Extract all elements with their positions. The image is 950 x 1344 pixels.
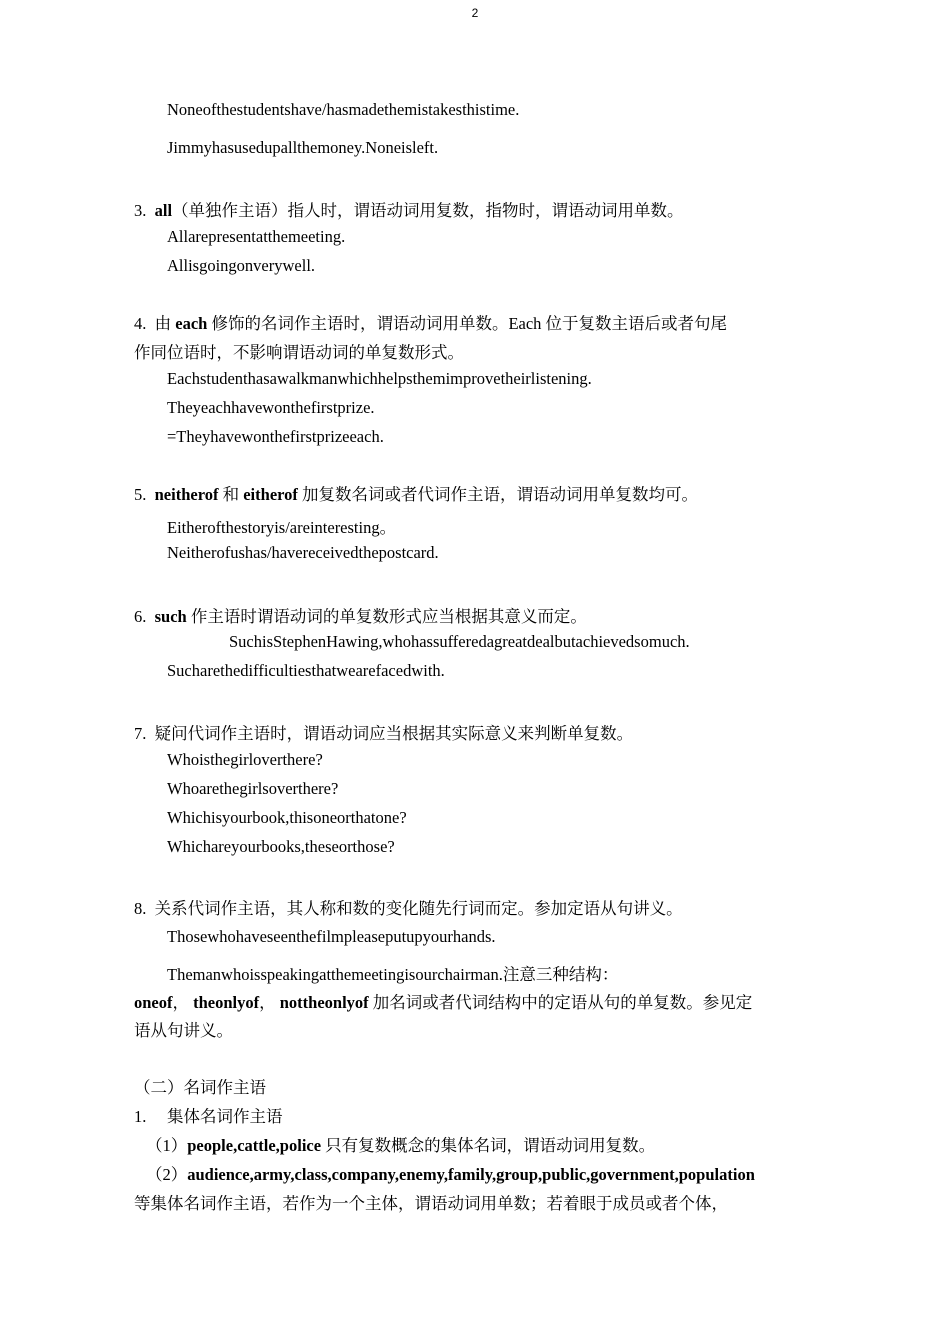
point-label: （2） [146,1165,188,1184]
rule-number: 8. [134,899,147,918]
rule-text: 疑问代词作主语时，谓语动词应当根据其实际意义来判断单复数。 [154,724,634,743]
keyword: people,cattle,police [187,1136,322,1155]
keyword: oneof [134,993,173,1012]
example-sentence: Whoarethegirlsoverthere? [167,779,339,798]
example-sentence: Eachstudenthasawalkmanwhichhelpsthemimprovetheirlistening. [167,369,592,388]
rule-text: 加复数名词或者代词作主语，谓语动词用单复数均可。 [302,485,699,504]
rule-number: 6. [134,607,147,626]
rule-text: （单独作主语）指人时，谓语动词用复数，指物时，谓语动词用单数。 [172,201,684,220]
rule-number: 3. [134,201,147,220]
example-sentence: Whichareyourbooks,theseorthose? [167,837,395,856]
subsection-label: 集体名词作主语 [167,1107,283,1126]
separator: ， [259,993,276,1012]
rule-text: 作同位语时，不影响谓语动词的单复数形式。 [134,343,464,362]
rule-number: 7. [134,724,147,743]
example-sentence: Sucharethedifficultiesthatwearefacedwith. [167,661,445,680]
rule-text: 和 [222,485,240,504]
keyword: neitherof [154,485,219,504]
rule-text: 作主语时谓语动词的单复数形式应当根据其意义而定。 [190,607,587,626]
example-sentence: Jimmyhasusedupallthemoney.Noneisleft. [167,138,439,157]
keyword: each [175,314,208,333]
example-sentence: Theyeachhavewonthefirstprize. [167,398,375,417]
section-title: （二）名词作主语 [134,1078,266,1097]
rule-5 [134,481,698,505]
rule-3 [134,197,684,221]
rule-text: 加名词或者代词结构中的定语从句的单复数。参见定 [372,993,753,1012]
example-sentence: =Theyhavewonthefirstprizeeach. [167,427,384,446]
subsection-title [134,1103,283,1127]
example-sentence: SuchisStephenHawing,whohassufferedagreatdealbutachievedsomuch. [229,632,690,651]
example-sentence: Thosewhohaveseenthefilmpleaseputupyourhands. [167,927,496,946]
example-sentence: Allarepresentatthemeeting. [167,227,346,246]
example-sentence: Neitherofushas/havereceivedthepostcard. [167,543,439,562]
example-sentence: Noneofthestudentshave/hasmadethemistakesthistime. [167,100,520,119]
rule-number: 5. [134,485,147,504]
rule-6 [134,603,587,627]
rule-7 [134,720,633,744]
keyword: all [154,201,173,220]
point-label: （1） [146,1136,188,1155]
rule-text: 等集体名词作主语，若作为一个主体，谓语动词用单数；若着眼于成员或者个体， [134,1194,728,1213]
example-sentence: Whoisthegirloverthere? [167,750,323,769]
keyword: nottheonlyof [279,993,369,1012]
keyword: theonlyof [193,993,260,1012]
rule-text: 语从句讲义。 [134,1021,233,1040]
rule-4 [134,310,727,334]
example-sentence: Allisgoingonverywell. [167,256,316,275]
keyword: eitherof [243,485,298,504]
rule-text-line [134,989,752,1013]
page-number: 2 [471,6,479,20]
rule-8 [134,895,683,919]
rule-text: 由 [154,314,172,333]
subsection-number: 1. [134,1107,147,1126]
example-sentence: Whichisyourbook,thisoneorthatone? [167,808,407,827]
keyword: such [154,607,187,626]
rule-text: 修饰的名词作主语时，谓语动词用单数。Each 位于复数主语后或者句尾 [211,314,728,333]
rule-text: 关系代词作主语，其人称和数的变化随先行词而定。参加定语从句讲义。 [154,899,683,918]
point-2 [146,1161,755,1185]
separator: ， [172,993,189,1012]
keyword: audience,army,class,company,enemy,family,group,public,government,population [187,1165,755,1184]
example-sentence: Themanwhoisspeakingatthemeetingisourchairman.注意三种结构： [167,965,619,984]
rule-text: 只有复数概念的集体名词，谓语动词用复数。 [325,1136,656,1155]
example-sentence: Eitherofthestoryis/areinteresting。 [167,518,397,537]
rule-number: 4. [134,314,147,333]
point-1 [146,1132,655,1156]
